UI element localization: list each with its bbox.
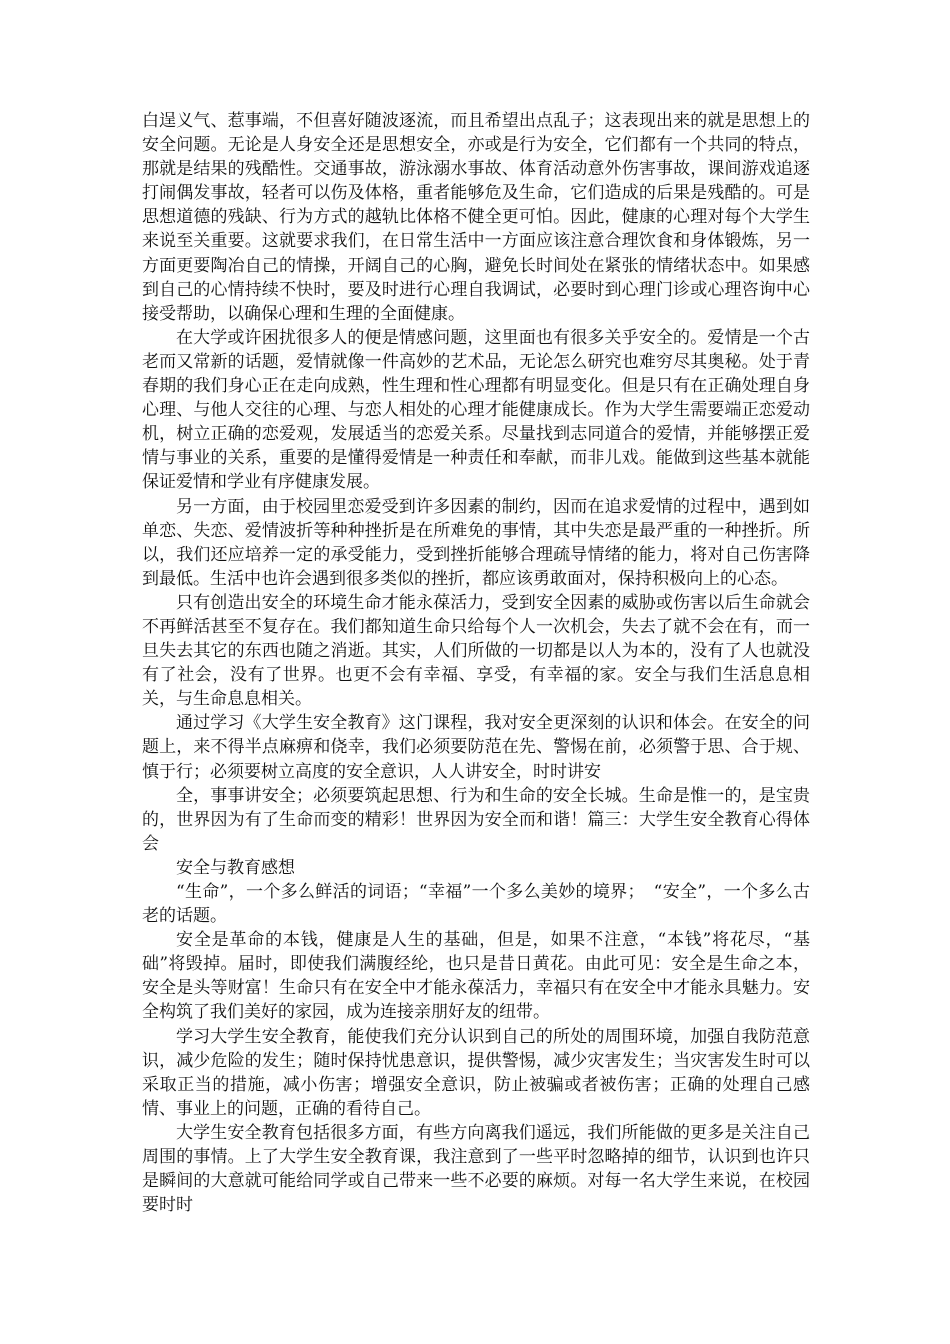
- paragraph-2: 在大学或许困扰很多人的便是情感问题，这里面也有很多关乎安全的。爱情是一个古老而又常新的话题，爱情就像一件高妙的艺术品，无论怎么研究也难穷尽其奥秘。处于青春期的我们身心正在走向成熟，性生理和性心理都有明显变化。但是只有在正确处理自身心理、与他人交往的心理、与恋人相处的心理才能健康成长。作为大学生需要端正恋爱动机，树立正确的恋爱观，发展适当的恋爱关系。尽量找到志同道合的爱情，并能够摆正爱情与事业的关系，重要的是懂得爱情是一种责任和奉献，而非儿戏。能做到这些基本就能保证爱情和学业有序健康发展。: [142, 327, 810, 493]
- paragraph-10: 学习大学生安全教育，能使我们充分认识到自己的所处的周围环境，加强自我防范意识，减少危险的发生；随时保持忧患意识，提供警惕，减少灾害发生；当灾害发生时可以采取正当的措施，减小伤害；增强安全意识，防止被骗或者被伤害；正确的处理自己感情、事业上的问题，正确的看待自己。: [142, 1026, 810, 1119]
- paragraph-5: 通过学习《大学生安全教育》这门课程，我对安全更深刻的认识和体会。在安全的问题上，来不得半点麻痹和侥幸，我们必须要防范在先、警惕在前，必须警于思、合于规、慎于行；必须要树立高度的安全意识，人人讲安全，时时讲安: [142, 713, 810, 782]
- paragraph-9: 安全是革命的本钱，健康是人生的基础，但是，如果不注意，“本钱”将花尽，“基础”将毁掉。届时，即使我们满腹经纶，也只是昔日黄花。由此可见：安全是生命之本，安全是头等财富！生命只有在安全中才能永葆活力，幸福只有在安全中才能永具魅力。安全构筑了我们美好的家园，成为连接亲朋好友的纽带。: [142, 930, 810, 1023]
- paragraph-8: “生命”，一个多么鲜活的词语；“幸福”一个多么美妙的境界； “安全”，一个多么古老的话题。: [142, 882, 810, 927]
- paragraph-3: 另一方面，由于校园里恋爱受到许多因素的制约，因而在追求爱情的过程中，遇到如单恋、失恋、爱情波折等种种挫折是在所难免的事情，其中失恋是最严重的一种挫折。所以，我们还应培养一定的承受能力，受到挫折能够合理疏导情绪的能力，将对自己伤害降到最低。生活中也许会遇到很多类似的挫折，都应该勇敢面对，保持积极向上的心态。: [142, 496, 810, 589]
- section-heading: 安全与教育感想: [176, 857, 295, 878]
- paragraph-11: 大学生安全教育包括很多方面，有些方向离我们遥远，我们所能做的更多是关注自己周围的事情。上了大学生安全教育课，我注意到了一些平时忽略掉的细节，认识到也许只是瞬间的大意就可能给同学或自己带来一些不必要的麻烦。对每一名大学生来说，在校园要时时: [142, 1122, 810, 1216]
- document-body: [142, 109, 810, 1217]
- paragraph-6: 全，事事讲安全；必须要筑起思想、行为和生命的安全长城。生命是惟一的，是宝贵的，世界因为有了生命而变的精彩！世界因为安全而和谐！篇三：大学生安全教育心得体会: [142, 785, 810, 854]
- paragraph-4: 只有创造出安全的环境生命才能永葆活力，受到安全因素的威胁或伤害以后生命就会不再鲜活甚至不复存在。我们都知道生命只给每个人一次机会，失去了就不会在有，而一旦失去其它的东西也随之消逝。其实，人们所做的一切都是以人为本的，没有了人也就没有了社会，没有了世界。也更不会有幸福、享受，有幸福的家。安全与我们生活息息相关，与生命息息相关。: [142, 592, 810, 710]
- paragraph-1: 白逞义气、惹事端，不但喜好随波逐流，而且希望出点乱子；这表现出来的就是思想上的安全问题。无论是人身安全还是思想安全，亦或是行为安全，它们都有一个共同的特点，那就是结果的残酷性。交通事故，游泳溺水事故、体育活动意外伤害事故，课间游戏追逐打闹偶发事故，轻者可以伤及体格，重者能够危及生命，它们造成的后果是残酷的。可是思想道德的残缺、行为方式的越轨比体格不健全更可怕。因此，健康的心理对每个大学生来说至关重要。这就要求我们，在日常生活中一方面应该注意合理饮食和身体锻炼，另一方面更要陶冶自己的情操，开阔自己的心胸，避免长时间处在紧张的情绪状态中。如果感到自己的心情持续不快时，要及时进行心理自我调试，必要时到心理门诊或心理咨询中心接受帮助，以确保心理和生理的全面健康。: [142, 111, 810, 324]
